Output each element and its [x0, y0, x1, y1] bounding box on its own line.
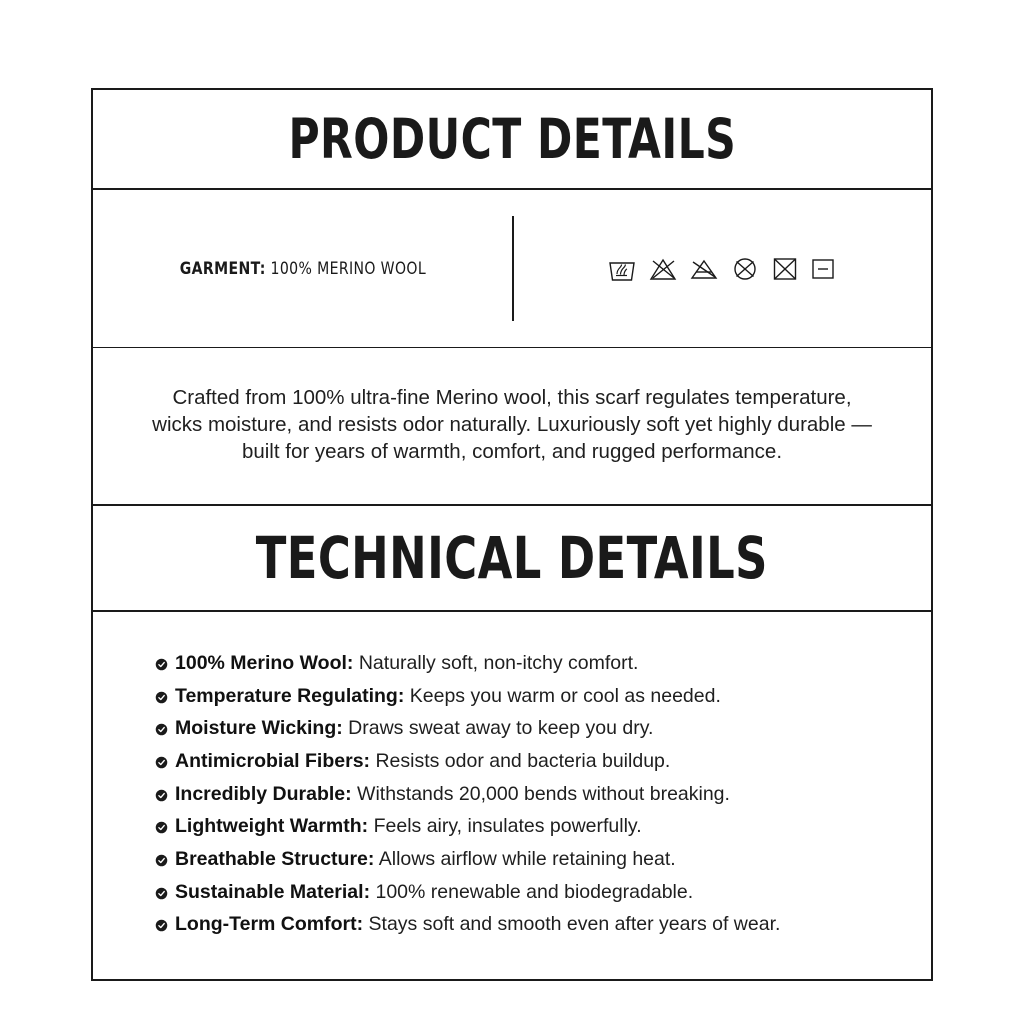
vertical-divider [512, 216, 514, 321]
list-item [155, 879, 891, 905]
feature-detail: Draws sweat away to keep you dry. [348, 717, 654, 740]
feature-text [175, 650, 638, 676]
product-description: Crafted from 100% ultra-fine Merino wool, this scarf regulates temperature, wicks moisture, and resists odor naturally. Luxuriously soft yet highly durable — built for years of warmth, comfort, and rugged performance. [152, 386, 872, 464]
feature-text [175, 879, 693, 905]
feature-name: 100% Merino Wool: [175, 652, 354, 675]
hand-wash-icon [607, 255, 637, 283]
garment-care-row [93, 190, 931, 348]
list-item [155, 911, 891, 937]
garment-value: 100% MERINO WOOL [270, 258, 426, 279]
dry-flat-icon [810, 255, 836, 283]
feature-detail: Allows airflow while retaining heat. [378, 847, 676, 870]
garment-info [93, 259, 512, 279]
feature-name: Sustainable Material: [175, 880, 371, 903]
check-circle-icon [155, 652, 175, 678]
product-details-header [93, 90, 931, 190]
check-circle-icon [155, 848, 175, 874]
feature-name: Lightweight Warmth: [175, 815, 369, 838]
do-not-dry-clean-icon [771, 255, 799, 283]
feature-detail: Withstands 20,000 bends without breaking. [357, 782, 730, 805]
feature-text [175, 781, 730, 807]
feature-detail: Keeps you warm or cool as needed. [409, 684, 721, 707]
list-item [155, 748, 891, 774]
do-not-tumble-dry-icon [689, 255, 719, 283]
feature-text [175, 683, 721, 709]
feature-text [175, 911, 780, 937]
feature-detail: Stays soft and smooth even after years of wear. [368, 913, 781, 936]
garment-label: GARMENT: [179, 258, 266, 279]
product-details-title: PRODUCT DETAILS [288, 106, 736, 171]
feature-detail: Resists odor and bacteria buildup. [375, 750, 671, 773]
check-circle-icon [155, 685, 175, 711]
feature-detail: 100% renewable and biodegradable. [375, 880, 694, 903]
feature-text [175, 846, 676, 872]
care-icon-row [607, 255, 836, 283]
list-item [155, 650, 891, 676]
list-item [155, 846, 891, 872]
feature-text [175, 715, 653, 741]
check-circle-icon [155, 783, 175, 809]
list-item [155, 813, 891, 839]
list-item [155, 781, 891, 807]
do-not-bleach-icon [648, 255, 678, 283]
technical-details-title: TECHNICAL DETAILS [255, 524, 769, 593]
check-circle-icon [155, 881, 175, 907]
care-instructions [512, 255, 931, 283]
feature-detail: Naturally soft, non-itchy comfort. [358, 652, 639, 675]
do-not-iron-icon [730, 255, 760, 283]
list-item [155, 715, 891, 741]
feature-name: Incredibly Durable: [175, 782, 352, 805]
feature-name: Moisture Wicking: [175, 717, 343, 740]
feature-text [175, 748, 670, 774]
check-circle-icon [155, 913, 175, 939]
check-circle-icon [155, 750, 175, 776]
technical-details-header [93, 504, 931, 612]
feature-detail: Feels airy, insulates powerfully. [373, 815, 642, 838]
check-circle-icon [155, 717, 175, 743]
check-circle-icon [155, 815, 175, 841]
feature-text [175, 813, 642, 839]
feature-name: Long-Term Comfort: [175, 913, 364, 936]
technical-features-list [93, 612, 931, 979]
garment-line [179, 259, 425, 279]
list-item [155, 683, 891, 709]
product-details-card [91, 88, 933, 981]
feature-name: Temperature Regulating: [175, 684, 405, 707]
feature-name: Breathable Structure: [175, 847, 375, 870]
feature-name: Antimicrobial Fibers: [175, 750, 371, 773]
